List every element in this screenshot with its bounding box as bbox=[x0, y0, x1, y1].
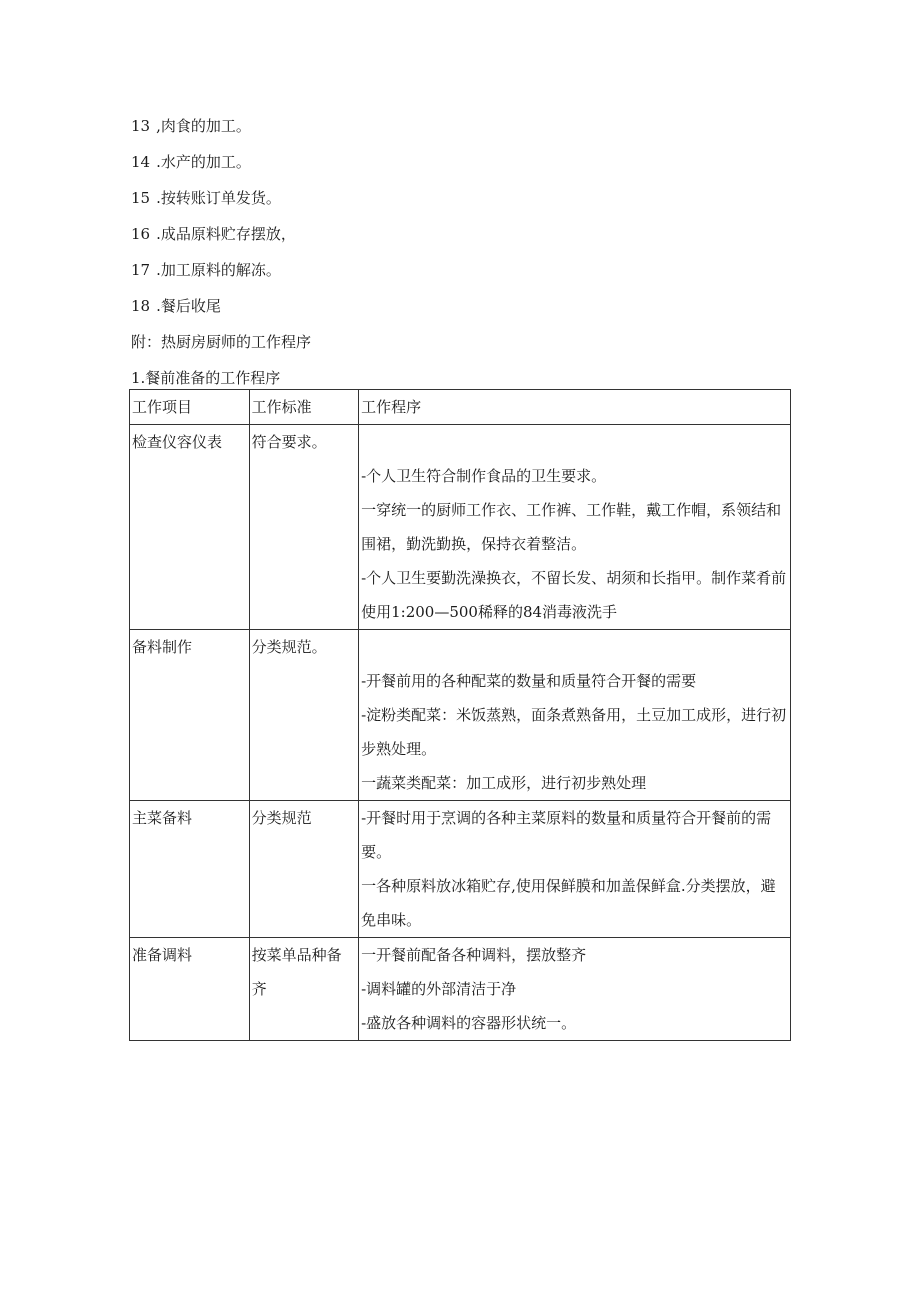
header-procedure: 工作程序 bbox=[359, 390, 791, 425]
procedure-step: -盛放各种调料的容器形状统一。 bbox=[361, 1014, 577, 1032]
list-item bbox=[131, 293, 791, 329]
procedure-step: 一各种原料放冰箱贮存,使用保鲜膜和加盖保鲜盒.分类摆放，避免串味。 bbox=[361, 877, 776, 929]
list-item bbox=[131, 149, 791, 185]
table-row bbox=[130, 630, 791, 801]
procedure-step: 一穿统一的厨师工作衣、工作裤、工作鞋，戴工作帽，系领结和围裙，勤洗勤换，保持衣着整洁。 bbox=[361, 501, 782, 553]
cell-procedure bbox=[359, 801, 791, 938]
procedure-step: 一蔬菜类配菜：加工成形，进行初步熟处理 bbox=[361, 774, 647, 792]
list-item-number: 17 bbox=[131, 261, 151, 279]
list-item bbox=[131, 221, 791, 257]
cell-standard: 按菜单品种备 齐 bbox=[249, 938, 358, 1041]
cell-procedure bbox=[359, 630, 791, 801]
cell-item: 备料制作 bbox=[130, 630, 250, 801]
numbered-list bbox=[131, 113, 791, 401]
cell-standard: 分类规范 bbox=[249, 801, 358, 938]
list-item-number: 13 bbox=[131, 117, 151, 135]
procedure-step: -淀粉类配菜：米饭蒸熟，面条煮熟备用，土豆加工成形，进行初步熟处理。 bbox=[361, 706, 787, 758]
procedure-step bbox=[361, 425, 790, 459]
procedure-step: -开餐时用于烹调的各种主菜原料的数量和质量符合开餐前的需要。 bbox=[361, 809, 772, 861]
cell-item: 准备调料 bbox=[130, 938, 250, 1041]
procedure-step: 一开餐前配备各种调料，摆放整齐 bbox=[361, 946, 587, 964]
list-item-text: .加工原料的解冻。 bbox=[156, 261, 281, 279]
list-item-text: .餐后收尾 bbox=[156, 297, 221, 315]
list-item-number: 16 bbox=[131, 225, 151, 243]
table-row bbox=[130, 425, 791, 630]
list-item-text: .成品原料贮存摆放， bbox=[156, 225, 296, 243]
list-item-text: .水产的加工。 bbox=[156, 153, 251, 171]
cell-item: 检查仪容仪表 bbox=[130, 425, 250, 630]
procedure-step: -开餐前用的各种配菜的数量和质量符合开餐的需要 bbox=[361, 672, 697, 690]
list-item bbox=[131, 185, 791, 221]
header-standard: 工作标准 bbox=[249, 390, 358, 425]
procedure-table bbox=[129, 389, 791, 1041]
list-item-number: 18 bbox=[131, 297, 151, 315]
list-item-number: 14 bbox=[131, 153, 151, 171]
cell-procedure bbox=[359, 425, 791, 630]
procedure-step: -个人卫生要勤洗澡换衣，不留长发、胡须和长指甲。制作菜肴前使用1:200—500稀释的84消毒液洗手 bbox=[361, 569, 787, 621]
cell-standard: 符合要求。 bbox=[249, 425, 358, 630]
appendix-title: 附：热厨房厨师的工作程序 bbox=[131, 333, 312, 351]
list-item bbox=[131, 113, 791, 149]
table-header-row bbox=[130, 390, 791, 425]
procedure-step: -个人卫生符合制作食品的卫生要求。 bbox=[361, 467, 607, 485]
list-item-number: 15 bbox=[131, 189, 151, 207]
header-item: 工作项目 bbox=[130, 390, 250, 425]
list-item-text: .按转账订单发货。 bbox=[156, 189, 281, 207]
cell-procedure bbox=[359, 938, 791, 1041]
table-row bbox=[130, 801, 791, 938]
cell-standard: 分类规范。 bbox=[249, 630, 358, 801]
cell-item: 主菜备料 bbox=[130, 801, 250, 938]
section-title: 1.餐前准备的工作程序 bbox=[131, 369, 281, 387]
list-item bbox=[131, 257, 791, 293]
procedure-step: -调料罐的外部清洁于净 bbox=[361, 980, 517, 998]
list-item-text: ,肉食的加工。 bbox=[156, 117, 251, 135]
procedure-step bbox=[361, 630, 790, 664]
table-row bbox=[130, 938, 791, 1041]
